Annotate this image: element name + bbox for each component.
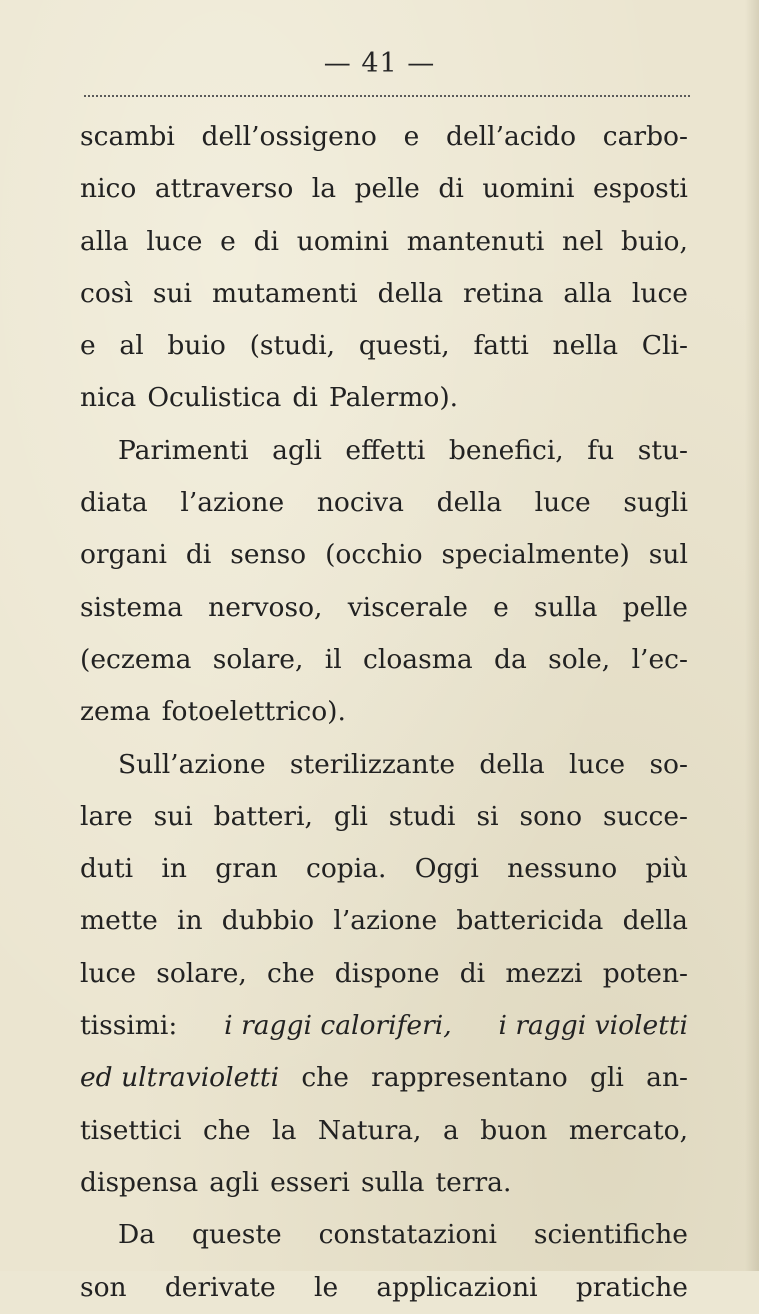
word: tisettici [80,1114,182,1146]
word: nessuno [507,853,618,885]
word: l’azione [180,487,285,519]
word: di [292,382,318,414]
word: scientifiche [533,1219,688,1251]
word: sulla [534,591,598,623]
word: della [479,748,545,780]
word: derivate [164,1271,276,1303]
word: mette [80,905,158,937]
word: la [311,173,337,205]
word: (occhio [325,539,423,571]
word: della [377,277,444,309]
text-line [80,372,688,424]
word: l’azione [333,905,438,937]
word: nico [80,173,137,205]
word: solare, [212,643,304,675]
word: buio, [621,225,688,257]
text-line [80,582,688,634]
word: sterilizzante [289,748,456,780]
word: rappresentano [371,1062,568,1094]
text-line [80,320,688,372]
word: mantenuti [406,225,545,257]
word: sui [153,800,193,832]
word: da [493,643,527,675]
word: carbo- [602,121,688,152]
word: luce [569,748,626,780]
text-line [80,163,688,215]
text-line [80,843,688,895]
word: nica [80,382,137,414]
word: luce [80,957,137,989]
text-line [80,111,688,163]
word: uomini [482,173,575,205]
header-dotted-rule [84,95,690,97]
word: a [442,1114,459,1146]
word: duti [80,853,134,885]
word: alla [563,277,612,309]
word: so- [649,748,688,780]
word: effetti [345,434,426,466]
word: in [177,905,203,937]
text-line [80,1000,688,1052]
word: esseri [270,1166,350,1198]
text-line [80,268,688,320]
word: dell’acido [445,121,577,152]
text-line [80,425,688,477]
word: poten- [602,957,688,989]
word: retina [463,277,544,309]
word: questi, [358,330,450,362]
word: Natura, [317,1114,422,1146]
word: nociva [316,487,404,519]
body-text [80,111,688,1314]
word: succe- [603,800,688,832]
word: sugli [623,487,688,519]
word: Cli- [641,330,688,362]
word: al [119,330,144,362]
word: attraverso [154,173,294,205]
word: e [80,330,96,362]
text-line [80,686,688,738]
word: nervoso, [208,591,323,623]
word: alla [80,225,129,257]
word: gli [589,1062,624,1094]
word: dispensa [80,1166,199,1198]
word: il [324,643,342,675]
word: che [267,957,315,989]
word: si [476,800,499,832]
text-line [80,791,688,843]
word: Sull’azione [118,748,266,780]
word: e [403,121,420,152]
word: i raggi caloriferi, [224,1010,452,1042]
word: più [645,853,688,885]
word: diata [80,487,148,519]
word: (eczema [80,643,192,675]
word: buon [480,1114,548,1146]
word: copia. [306,853,387,885]
word: dubbio [221,905,315,937]
word: di [253,225,280,257]
word: di [438,173,464,205]
text-line [80,216,688,268]
word: mezzi [505,957,583,989]
word: nella [552,330,619,362]
word: studi [388,800,456,832]
word: luce [534,487,591,519]
word: di [459,957,486,989]
word: pelle [622,591,688,623]
word: l’ec- [631,643,688,675]
word: le [313,1271,339,1303]
text-line [80,895,688,947]
text-line [80,1052,688,1104]
word: così [80,277,133,309]
word: dell’ossigeno [201,121,377,152]
word: zema [80,696,151,728]
word: sui [152,277,193,309]
word: fatti [473,330,529,362]
word: sulla [360,1166,425,1198]
word: pratiche [575,1271,688,1303]
word: Oggi [414,853,479,885]
text-line [80,739,688,791]
word: (studi, [249,330,336,362]
word: sono [519,800,583,832]
word: sistema [80,591,183,623]
word: buio [167,330,226,362]
word: scambi [80,121,175,152]
word: dispone [334,957,440,989]
word: tissimi: [80,1010,178,1042]
word: i raggi violetti [498,1010,688,1042]
word: applicazioni [376,1271,538,1303]
word: viscerale [347,591,468,623]
word: an- [646,1062,688,1094]
word: agli [272,434,322,466]
word: fotoelettrico). [161,696,346,728]
text-line [80,948,688,1000]
word: mutamenti [212,277,358,309]
word: queste [192,1219,282,1251]
word: luce [631,277,688,309]
word: uomini [296,225,389,257]
word: la [272,1114,297,1146]
word: in [161,853,187,885]
word: gli [333,800,368,832]
word: benefici, [448,434,564,466]
page-edge-shadow [745,0,759,1271]
word: nel [562,225,604,257]
word: della [622,905,688,937]
word: e [493,591,509,623]
word: mercato, [568,1114,688,1146]
word: di [185,539,212,571]
word: organi [80,539,167,571]
word: gran [215,853,278,885]
word: sul [648,539,688,571]
word: lare [80,800,133,832]
word: son [80,1271,127,1303]
text-line [80,477,688,529]
word: pelle [354,173,420,205]
word: della [436,487,503,519]
word: terra. [435,1166,512,1198]
word: Palermo). [328,382,459,414]
text-line [80,529,688,581]
text-line [80,634,688,686]
text-line [80,1262,688,1314]
word: esposti [592,173,688,205]
word: senso [230,539,307,571]
word: sole, [548,643,611,675]
word: che [203,1114,251,1146]
word: constatazioni [318,1219,497,1251]
word: che [301,1062,349,1094]
word: stu- [637,434,688,466]
word: e [220,225,236,257]
word: Da [118,1219,156,1251]
word: fu [587,434,615,466]
word: specialmente) [441,539,630,571]
word: batteri, [213,800,313,832]
word: ed ultravioletti [80,1062,280,1094]
text-line [80,1157,688,1209]
word: Parimenti [118,434,249,466]
text-line [80,1105,688,1157]
text-line [80,1209,688,1261]
word: agli [209,1166,259,1198]
word: cloasma [363,643,473,675]
word: luce [146,225,203,257]
word: Oculistica [147,382,282,414]
word: solare, [156,957,247,989]
page-number: — 41 — [323,48,436,79]
word: battericida [456,905,604,937]
